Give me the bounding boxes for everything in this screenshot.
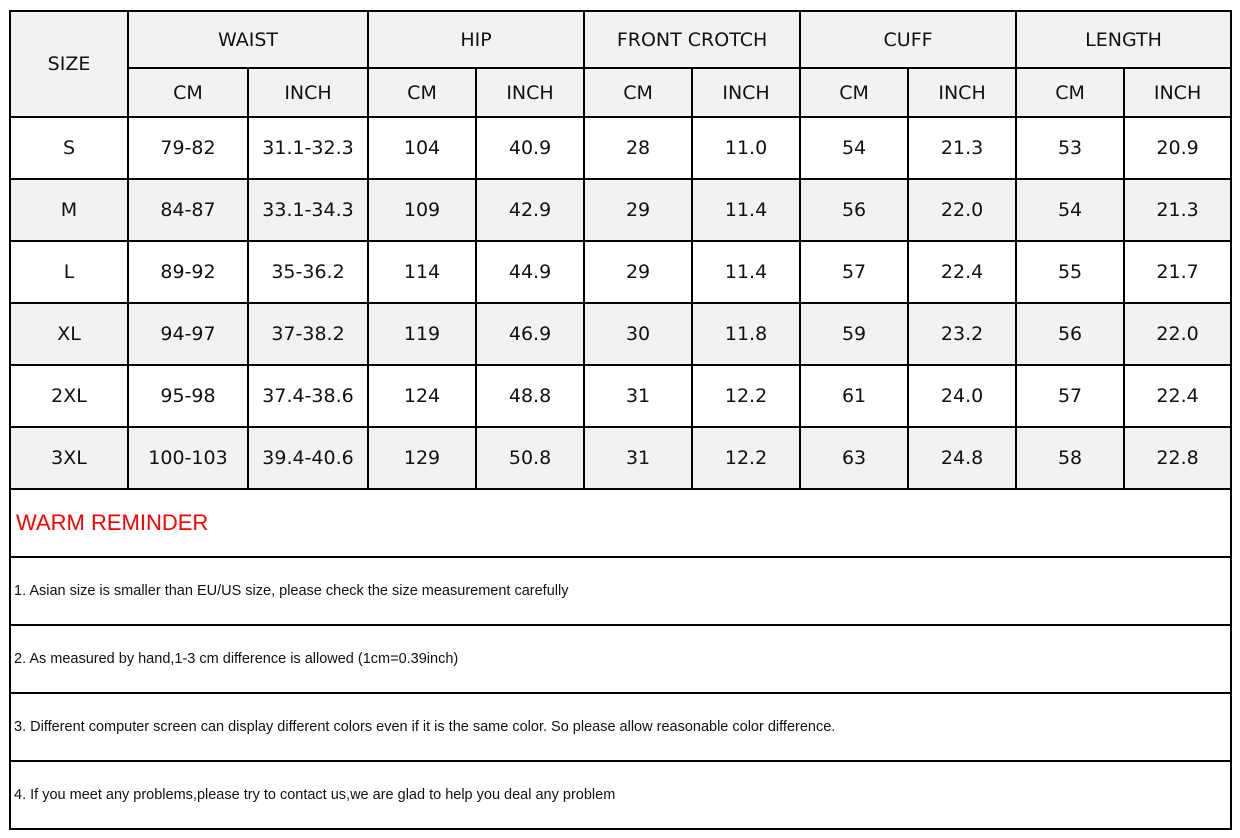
measurement-cell: 37.4-38.6	[248, 365, 368, 427]
measurement-cell: 95-98	[128, 365, 248, 427]
measurement-cell: 56	[1016, 303, 1124, 365]
measurement-cell: 22.0	[908, 179, 1016, 241]
size-cell: XL	[10, 303, 128, 365]
size-cell: L	[10, 241, 128, 303]
table-row	[10, 365, 1231, 427]
measurement-cell: 54	[1016, 179, 1124, 241]
measurement-cell: 109	[368, 179, 476, 241]
table-row	[10, 303, 1231, 365]
group-header-front-crotch: FRONT CROTCH	[584, 11, 800, 68]
reminder-note-row	[10, 557, 1231, 625]
measurement-cell: 46.9	[476, 303, 584, 365]
measurement-cell: 21.3	[908, 117, 1016, 179]
measurement-cell: 33.1-34.3	[248, 179, 368, 241]
reminder-note-row	[10, 693, 1231, 761]
group-header-hip: HIP	[368, 11, 584, 68]
measurement-cell: 24.0	[908, 365, 1016, 427]
measurement-cell: 31.1-32.3	[248, 117, 368, 179]
measurement-cell: 89-92	[128, 241, 248, 303]
reminder-note: 1. Asian size is smaller than EU/US size, please check the size measurement carefully	[10, 557, 1231, 625]
reminder-note: 3. Different computer screen can display different colors even if it is the same color. So please allow reasonable color difference.	[10, 693, 1231, 761]
unit-header-inch: INCH	[1124, 68, 1231, 117]
measurement-cell: 114	[368, 241, 476, 303]
measurement-cell: 84-87	[128, 179, 248, 241]
reminder-note: 4. If you meet any problems,please try to contact us,we are glad to help you deal any problem	[10, 761, 1231, 829]
measurement-cell: 22.4	[1124, 365, 1231, 427]
group-header-length: LENGTH	[1016, 11, 1231, 68]
reminder-note-row	[10, 761, 1231, 829]
measurement-cell: 11.0	[692, 117, 800, 179]
measurement-cell: 57	[1016, 365, 1124, 427]
measurement-cell: 29	[584, 241, 692, 303]
unit-header-cm: CM	[800, 68, 908, 117]
measurement-cell: 31	[584, 365, 692, 427]
measurement-cell: 56	[800, 179, 908, 241]
reminder-note: 2. As measured by hand,1-3 cm difference is allowed (1cm=0.39inch)	[10, 625, 1231, 693]
measurement-cell: 21.7	[1124, 241, 1231, 303]
measurement-cell: 21.3	[1124, 179, 1231, 241]
unit-header-inch: INCH	[908, 68, 1016, 117]
reminder-note-row	[10, 625, 1231, 693]
measurement-cell: 30	[584, 303, 692, 365]
measurement-cell: 40.9	[476, 117, 584, 179]
measurement-cell: 22.4	[908, 241, 1016, 303]
measurement-cell: 29	[584, 179, 692, 241]
measurement-cell: 79-82	[128, 117, 248, 179]
measurement-cell: 54	[800, 117, 908, 179]
measurement-cell: 48.8	[476, 365, 584, 427]
measurement-cell: 23.2	[908, 303, 1016, 365]
size-cell: M	[10, 179, 128, 241]
measurement-cell: 11.4	[692, 179, 800, 241]
unit-header-inch: INCH	[476, 68, 584, 117]
measurement-cell: 11.8	[692, 303, 800, 365]
unit-header-cm: CM	[128, 68, 248, 117]
measurement-cell: 39.4-40.6	[248, 427, 368, 489]
unit-header-cm: CM	[368, 68, 476, 117]
measurement-cell: 37-38.2	[248, 303, 368, 365]
measurement-cell: 22.8	[1124, 427, 1231, 489]
measurement-cell: 61	[800, 365, 908, 427]
header-row	[10, 11, 1231, 68]
measurement-cell: 119	[368, 303, 476, 365]
measurement-cell: 58	[1016, 427, 1124, 489]
size-cell: 2XL	[10, 365, 128, 427]
unit-header-inch: INCH	[248, 68, 368, 117]
reminder-title-row	[10, 489, 1231, 557]
size-cell: S	[10, 117, 128, 179]
measurement-cell: 22.0	[1124, 303, 1231, 365]
unit-header-cm: CM	[584, 68, 692, 117]
measurement-cell: 12.2	[692, 427, 800, 489]
measurement-cell: 44.9	[476, 241, 584, 303]
measurement-cell: 42.9	[476, 179, 584, 241]
measurement-cell: 104	[368, 117, 476, 179]
table-row	[10, 427, 1231, 489]
measurement-cell: 24.8	[908, 427, 1016, 489]
size-header: SIZE	[10, 11, 128, 117]
measurement-cell: 53	[1016, 117, 1124, 179]
table-row	[10, 241, 1231, 303]
group-header-waist: WAIST	[128, 11, 368, 68]
measurement-cell: 63	[800, 427, 908, 489]
measurement-cell: 129	[368, 427, 476, 489]
measurement-cell: 59	[800, 303, 908, 365]
reminder-title: WARM REMINDER	[10, 489, 1231, 557]
measurement-cell: 11.4	[692, 241, 800, 303]
measurement-cell: 12.2	[692, 365, 800, 427]
measurement-cell: 100-103	[128, 427, 248, 489]
group-header-cuff: CUFF	[800, 11, 1016, 68]
measurement-cell: 35-36.2	[248, 241, 368, 303]
size-chart-table	[9, 10, 1232, 830]
unit-header-row	[10, 68, 1231, 117]
measurement-cell: 57	[800, 241, 908, 303]
measurement-cell: 94-97	[128, 303, 248, 365]
table-row	[10, 117, 1231, 179]
measurement-cell: 124	[368, 365, 476, 427]
measurement-cell: 55	[1016, 241, 1124, 303]
measurement-cell: 31	[584, 427, 692, 489]
measurement-cell: 50.8	[476, 427, 584, 489]
size-cell: 3XL	[10, 427, 128, 489]
table-row	[10, 179, 1231, 241]
measurement-cell: 28	[584, 117, 692, 179]
unit-header-cm: CM	[1016, 68, 1124, 117]
unit-header-inch: INCH	[692, 68, 800, 117]
measurement-cell: 20.9	[1124, 117, 1231, 179]
